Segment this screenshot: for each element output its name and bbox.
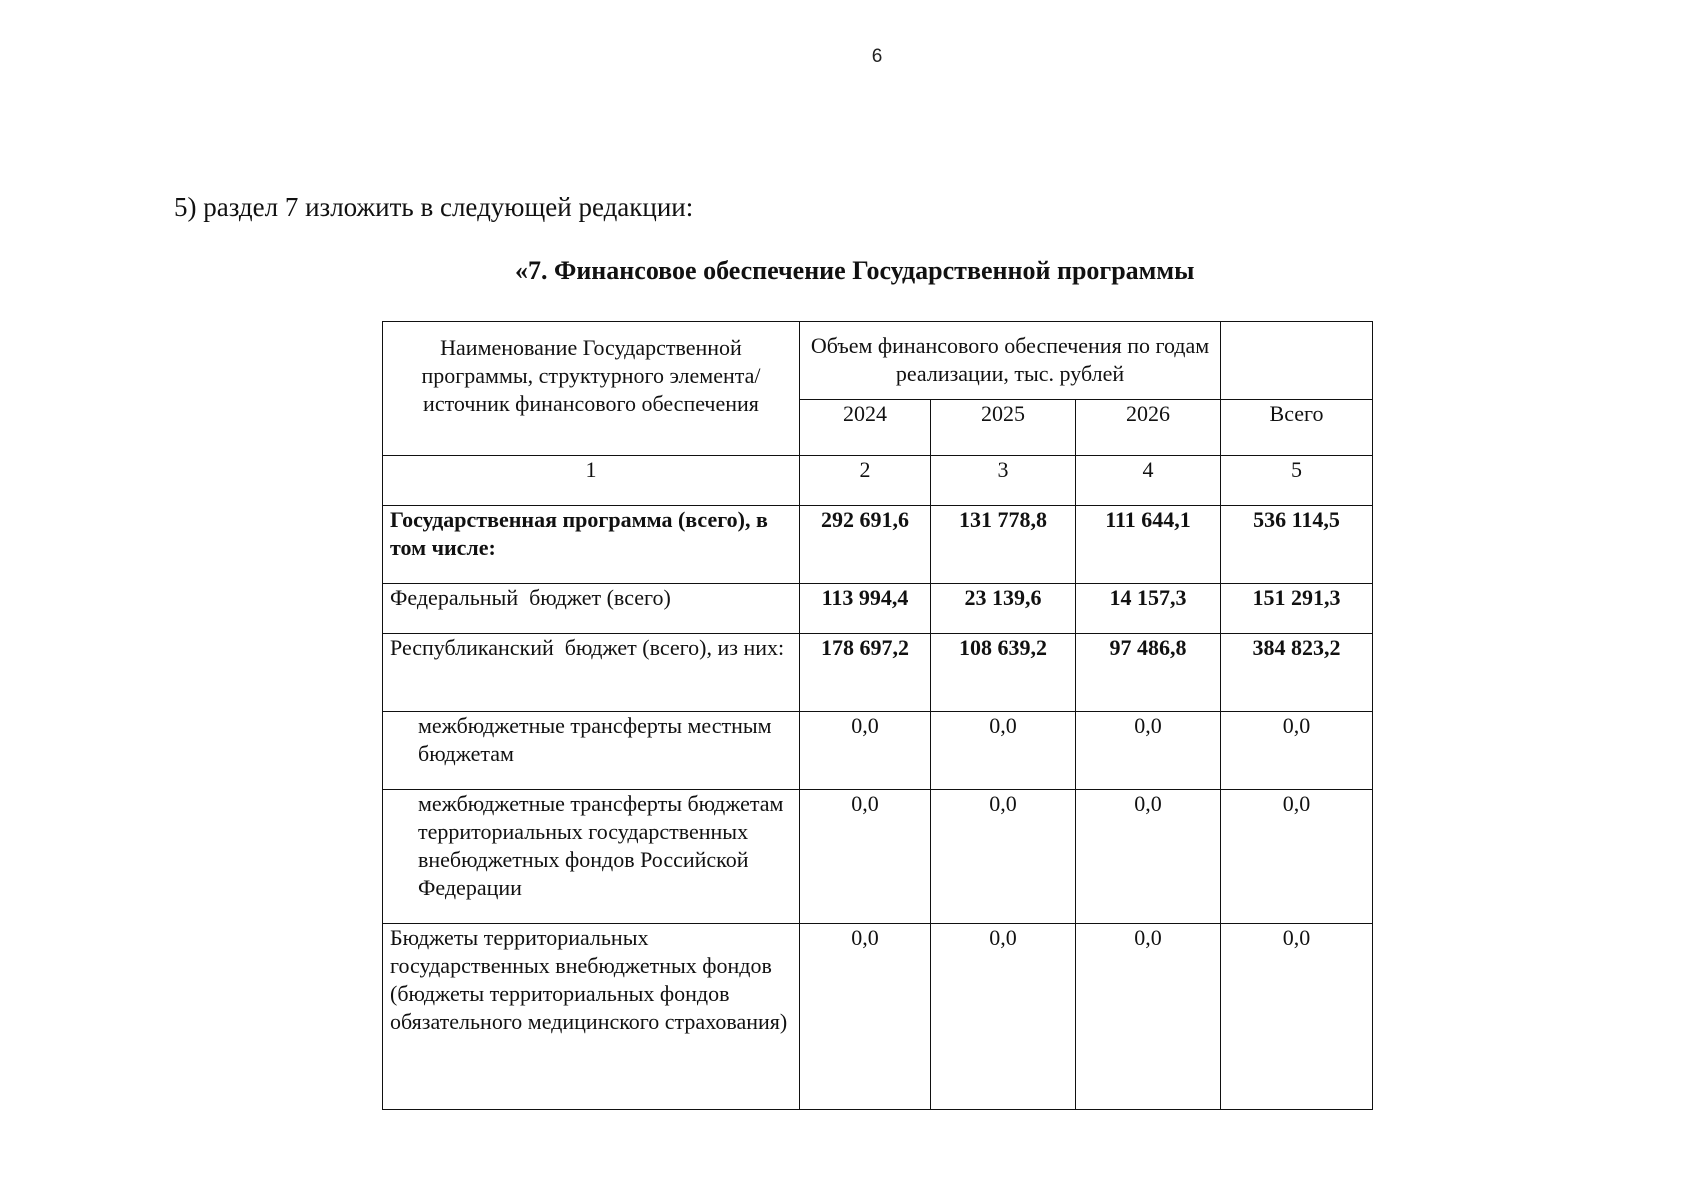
row-value: 14 157,3	[1076, 584, 1221, 634]
row-value: 0,0	[931, 712, 1076, 790]
table-row	[383, 790, 1373, 924]
column-number-2: 2	[800, 456, 931, 506]
row-value: 131 778,8	[931, 506, 1076, 584]
header-year-2024: 2024	[800, 400, 931, 456]
header-total: Всего	[1221, 400, 1373, 456]
table-row	[383, 506, 1373, 584]
row-value: 0,0	[1076, 790, 1221, 924]
row-value: 0,0	[1221, 790, 1373, 924]
row-value: 0,0	[1221, 712, 1373, 790]
header-volume-text: Объем финансового обеспечения по годам реализации, тыс. рублей	[810, 333, 1210, 386]
row-name: Федеральный бюджет (всего)	[383, 584, 800, 634]
row-value: 151 291,3	[1221, 584, 1373, 634]
row-value: 23 139,6	[931, 584, 1076, 634]
row-value: 0,0	[931, 924, 1076, 1110]
row-value: 113 994,4	[800, 584, 931, 634]
row-name: межбюджетные трансферты местным бюджетам	[383, 712, 800, 790]
row-value: 292 691,6	[800, 506, 931, 584]
column-number-1: 1	[383, 456, 800, 506]
row-value: 111 644,1	[1076, 506, 1221, 584]
page-number: 6	[871, 46, 883, 67]
row-name: Государственная программа (всего), в том числе:	[383, 506, 800, 584]
row-value: 0,0	[800, 790, 931, 924]
row-value: 0,0	[1221, 924, 1373, 1110]
row-name: Республиканский бюджет (всего), из них:	[383, 634, 800, 712]
header-year-2026: 2026	[1076, 400, 1221, 456]
row-value: 384 823,2	[1221, 634, 1373, 712]
financing-table	[382, 321, 1373, 1110]
row-value: 0,0	[800, 712, 931, 790]
row-value: 0,0	[800, 924, 931, 1110]
section-title: «7. Финансовое обеспечение Государственной программы	[515, 256, 1195, 285]
header-empty-cell	[1221, 322, 1373, 400]
row-value: 97 486,8	[1076, 634, 1221, 712]
table-row	[383, 634, 1373, 712]
table-row	[383, 584, 1373, 634]
column-number-5: 5	[1221, 456, 1373, 506]
header-name-text: Наименование Государственной программы, структурного элемента/источник финансового обеспечения	[421, 335, 761, 416]
row-name: межбюджетные трансферты бюджетам территориальных государственных внебюджетных фондов Российской Федерации	[383, 790, 800, 924]
column-number-3: 3	[931, 456, 1076, 506]
row-value: 0,0	[1076, 712, 1221, 790]
table-row	[383, 924, 1373, 1110]
row-value: 0,0	[1076, 924, 1221, 1110]
header-year-2025: 2025	[931, 400, 1076, 456]
header-volume-group	[800, 322, 1221, 400]
column-number-4: 4	[1076, 456, 1221, 506]
row-value: 0,0	[931, 790, 1076, 924]
row-value: 536 114,5	[1221, 506, 1373, 584]
intro-text: 5) раздел 7 изложить в следующей редакции:	[174, 192, 694, 222]
table-row	[383, 712, 1373, 790]
header-name-column	[383, 322, 800, 456]
row-name: Бюджеты территориальных государственных внебюджетных фондов (бюджеты территориальных фондов обязательного медицинского страхования)	[383, 924, 800, 1110]
row-value: 108 639,2	[931, 634, 1076, 712]
row-value: 178 697,2	[800, 634, 931, 712]
